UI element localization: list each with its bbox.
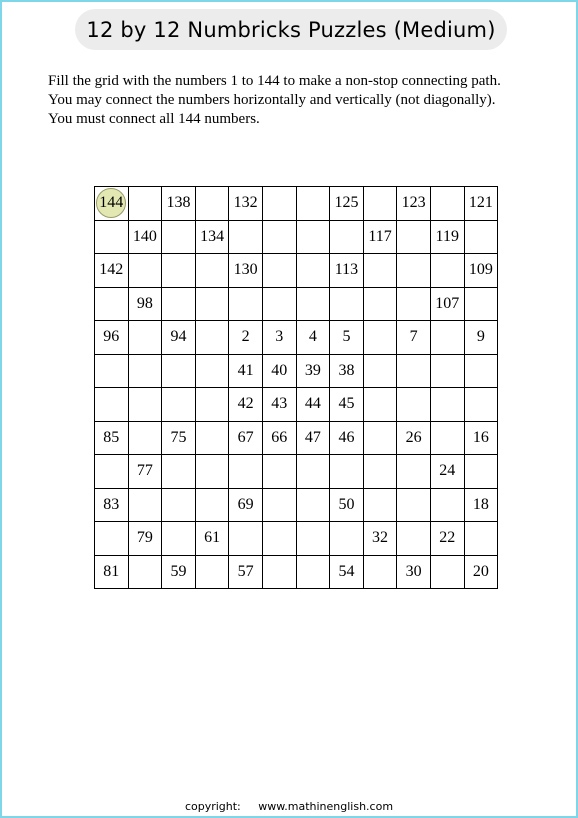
grid-cell-empty[interactable] — [195, 455, 229, 489]
grid-cell-empty[interactable] — [128, 421, 162, 455]
grid-cell-empty[interactable] — [95, 388, 129, 422]
cell-number: 20 — [472, 562, 489, 580]
grid-cell-given[interactable] — [330, 388, 364, 422]
cell-number: 132 — [233, 194, 258, 212]
grid-cell-given[interactable] — [95, 555, 129, 589]
cell-number: 81 — [103, 562, 120, 580]
grid-row — [95, 488, 498, 522]
cell-number: 47 — [304, 428, 321, 446]
grid-cell-empty[interactable] — [195, 555, 229, 589]
grid-cell-given[interactable] — [229, 354, 263, 388]
grid-cell-empty[interactable] — [397, 522, 431, 556]
grid-cell-empty[interactable] — [195, 287, 229, 321]
grid-cell-empty[interactable] — [363, 488, 397, 522]
grid-cell-given[interactable] — [195, 522, 229, 556]
cell-number: 123 — [401, 194, 426, 212]
cell-number: 22 — [439, 529, 456, 547]
puzzle-grid — [94, 186, 498, 589]
grid-cell-empty[interactable] — [296, 254, 330, 288]
grid-cell-empty[interactable] — [296, 187, 330, 221]
cell-number: 5 — [342, 328, 351, 346]
instructions — [48, 72, 548, 129]
grid-cell-empty[interactable] — [162, 388, 196, 422]
grid-cell-empty[interactable] — [296, 455, 330, 489]
grid-cell-empty[interactable] — [464, 455, 498, 489]
cell-number: 117 — [368, 227, 392, 245]
cell-number: 42 — [237, 395, 254, 413]
cell-number: 98 — [136, 294, 153, 312]
cell-number: 30 — [405, 562, 422, 580]
grid-cell-given[interactable] — [262, 321, 296, 355]
grid-cell-empty[interactable] — [229, 522, 263, 556]
cell-number: 94 — [170, 328, 187, 346]
cell-number: 50 — [338, 495, 355, 513]
cell-number: 113 — [334, 261, 359, 279]
grid-cell-given[interactable] — [363, 522, 397, 556]
cell-number: 45 — [338, 395, 355, 413]
grid-cell-given[interactable] — [229, 488, 263, 522]
grid-cell-empty[interactable] — [363, 321, 397, 355]
footer — [2, 800, 576, 813]
grid-cell-empty[interactable] — [128, 187, 162, 221]
cell-number: 26 — [405, 428, 422, 446]
grid-cell-empty[interactable] — [363, 187, 397, 221]
grid-cell-empty[interactable] — [229, 220, 263, 254]
grid-cell-empty[interactable] — [262, 488, 296, 522]
grid-row — [95, 321, 498, 355]
grid-cell-empty[interactable] — [95, 354, 129, 388]
grid-cell-empty[interactable] — [430, 488, 464, 522]
cell-number: 130 — [233, 261, 258, 279]
grid-cell-empty[interactable] — [162, 522, 196, 556]
grid-cell-given[interactable] — [95, 187, 129, 221]
grid-cell-empty[interactable] — [296, 522, 330, 556]
grid-cell-empty[interactable] — [195, 321, 229, 355]
grid-cell-given[interactable] — [464, 187, 498, 221]
grid-cell-given[interactable] — [464, 488, 498, 522]
instruction-line: You must connect all 144 numbers. — [48, 111, 260, 127]
grid-cell-empty[interactable] — [397, 354, 431, 388]
grid-cell-given[interactable] — [229, 187, 263, 221]
grid-cell-empty[interactable] — [128, 388, 162, 422]
grid-cell-empty[interactable] — [296, 287, 330, 321]
copyright-label: copyright: — [184, 800, 241, 813]
cell-number: 40 — [271, 361, 288, 379]
copyright-site: www.mathinenglish.com — [258, 800, 394, 813]
grid-cell-given[interactable] — [397, 555, 431, 589]
grid-cell-given[interactable] — [430, 287, 464, 321]
grid-cell-given[interactable] — [330, 555, 364, 589]
grid-cell-empty[interactable] — [430, 254, 464, 288]
cell-number: 3 — [275, 328, 284, 346]
grid-cell-empty[interactable] — [229, 455, 263, 489]
grid-row — [95, 287, 498, 321]
cell-number: 46 — [338, 428, 355, 446]
grid-cell-empty[interactable] — [162, 220, 196, 254]
grid-cell-given[interactable] — [330, 421, 364, 455]
grid-cell-given[interactable] — [262, 354, 296, 388]
grid-cell-given[interactable] — [464, 254, 498, 288]
grid-cell-empty[interactable] — [330, 287, 364, 321]
grid-cell-given[interactable] — [464, 321, 498, 355]
grid-cell-empty[interactable] — [363, 555, 397, 589]
grid-cell-given[interactable] — [430, 455, 464, 489]
grid-cell-given[interactable] — [330, 187, 364, 221]
grid-cell-given[interactable] — [95, 254, 129, 288]
cell-number: 43 — [271, 395, 288, 413]
grid-cell-given[interactable] — [229, 555, 263, 589]
cell-number: 41 — [237, 361, 254, 379]
grid-cell-empty[interactable] — [363, 388, 397, 422]
grid-cell-empty[interactable] — [397, 455, 431, 489]
cell-number: 61 — [204, 529, 221, 547]
cell-number: 2 — [241, 328, 250, 346]
grid-cell-empty[interactable] — [397, 388, 431, 422]
grid-cell-empty[interactable] — [262, 187, 296, 221]
cell-number: 119 — [435, 227, 459, 245]
grid-cell-empty[interactable] — [262, 455, 296, 489]
cell-number: 138 — [166, 194, 191, 212]
cell-number: 44 — [304, 395, 321, 413]
grid-cell-given[interactable] — [430, 220, 464, 254]
grid-cell-given[interactable] — [296, 388, 330, 422]
grid-cell-empty[interactable] — [363, 254, 397, 288]
grid-cell-given[interactable] — [229, 388, 263, 422]
grid-cell-given[interactable] — [162, 555, 196, 589]
grid-cell-empty[interactable] — [330, 522, 364, 556]
page-title: 12 by 12 Numbricks Puzzles (Medium) — [75, 9, 507, 50]
cell-number: 144 — [99, 194, 124, 212]
grid-cell-empty[interactable] — [128, 321, 162, 355]
grid-cell-given[interactable] — [464, 421, 498, 455]
cell-number: 24 — [439, 462, 456, 480]
grid-cell-empty[interactable] — [195, 354, 229, 388]
grid-cell-given[interactable] — [330, 321, 364, 355]
grid-cell-empty[interactable] — [162, 287, 196, 321]
grid-cell-empty[interactable] — [430, 555, 464, 589]
grid-cell-empty[interactable] — [464, 287, 498, 321]
grid-cell-empty[interactable] — [95, 287, 129, 321]
grid-cell-empty[interactable] — [162, 455, 196, 489]
grid-cell-empty[interactable] — [296, 220, 330, 254]
grid-cell-given[interactable] — [162, 421, 196, 455]
grid-cell-empty[interactable] — [195, 421, 229, 455]
grid-cell-given[interactable] — [229, 421, 263, 455]
grid-cell-empty[interactable] — [464, 354, 498, 388]
cell-number: 85 — [103, 428, 120, 446]
cell-number: 121 — [468, 194, 493, 212]
grid-cell-empty[interactable] — [363, 354, 397, 388]
cell-number: 32 — [372, 529, 389, 547]
grid-cell-given[interactable] — [330, 354, 364, 388]
grid-cell-empty[interactable] — [195, 187, 229, 221]
instruction-line: Fill the grid with the numbers 1 to 144 to make a non-stop connecting path. — [48, 73, 501, 89]
grid-cell-empty[interactable] — [430, 354, 464, 388]
grid-cell-empty[interactable] — [363, 455, 397, 489]
grid-cell-empty[interactable] — [330, 455, 364, 489]
grid-cell-given[interactable] — [229, 321, 263, 355]
grid-cell-given[interactable] — [128, 522, 162, 556]
cell-number: 125 — [334, 194, 359, 212]
grid-cell-empty[interactable] — [262, 254, 296, 288]
grid-cell-empty[interactable] — [162, 354, 196, 388]
cell-number: 18 — [472, 495, 489, 513]
grid-cell-given[interactable] — [95, 321, 129, 355]
grid-cell-empty[interactable] — [296, 488, 330, 522]
grid-cell-empty[interactable] — [162, 488, 196, 522]
grid-cell-empty[interactable] — [95, 455, 129, 489]
cell-number: 57 — [237, 562, 254, 580]
grid-cell-empty[interactable] — [397, 287, 431, 321]
cell-number: 77 — [136, 462, 153, 480]
grid-cell-empty[interactable] — [464, 522, 498, 556]
grid-cell-empty[interactable] — [430, 187, 464, 221]
instruction-line: You may connect the numbers horizontally and vertically (not diagonally). — [48, 92, 496, 108]
grid-cell-given[interactable] — [128, 455, 162, 489]
cell-number: 4 — [308, 328, 317, 346]
grid-cell-given[interactable] — [330, 488, 364, 522]
grid-cell-empty[interactable] — [363, 287, 397, 321]
grid-cell-given[interactable] — [397, 321, 431, 355]
grid-cell-given[interactable] — [296, 354, 330, 388]
grid-cell-given[interactable] — [296, 321, 330, 355]
grid-cell-given[interactable] — [363, 220, 397, 254]
grid-cell-given[interactable] — [430, 522, 464, 556]
cell-number: 140 — [132, 227, 157, 245]
grid-cell-empty[interactable] — [95, 522, 129, 556]
grid-cell-given[interactable] — [262, 388, 296, 422]
grid-row — [95, 354, 498, 388]
grid-cell-given[interactable] — [128, 220, 162, 254]
grid-cell-given[interactable] — [296, 421, 330, 455]
grid-cell-empty[interactable] — [430, 388, 464, 422]
grid-cell-empty[interactable] — [296, 555, 330, 589]
grid-cell-given[interactable] — [162, 187, 196, 221]
grid-cell-given[interactable] — [397, 421, 431, 455]
cell-number: 39 — [304, 361, 321, 379]
grid-row — [95, 522, 498, 556]
grid-cell-empty[interactable] — [397, 254, 431, 288]
grid-cell-empty[interactable] — [464, 388, 498, 422]
grid-cell-given[interactable] — [262, 421, 296, 455]
grid-row — [95, 388, 498, 422]
grid-cell-given[interactable] — [162, 321, 196, 355]
grid-cell-empty[interactable] — [162, 254, 196, 288]
grid-cell-empty[interactable] — [397, 220, 431, 254]
cell-number: 109 — [468, 261, 493, 279]
grid-cell-empty[interactable] — [262, 522, 296, 556]
grid-cell-empty[interactable] — [195, 488, 229, 522]
grid-cell-empty[interactable] — [430, 421, 464, 455]
grid-cell-given[interactable] — [95, 488, 129, 522]
grid-cell-empty[interactable] — [128, 488, 162, 522]
grid-row — [95, 555, 498, 589]
grid-cell-empty[interactable] — [229, 287, 263, 321]
cell-number: 16 — [472, 428, 489, 446]
cell-number: 83 — [103, 495, 120, 513]
cell-number: 59 — [170, 562, 187, 580]
grid-row — [95, 421, 498, 455]
grid-cell-empty[interactable] — [128, 354, 162, 388]
grid-cell-empty[interactable] — [128, 254, 162, 288]
cell-number: 107 — [435, 294, 460, 312]
cell-number: 79 — [136, 529, 153, 547]
cell-number: 54 — [338, 562, 355, 580]
grid-cell-empty[interactable] — [128, 555, 162, 589]
grid-cell-empty[interactable] — [262, 555, 296, 589]
grid-cell-empty[interactable] — [195, 388, 229, 422]
grid-cell-empty[interactable] — [195, 254, 229, 288]
grid-cell-given[interactable] — [95, 421, 129, 455]
grid-cell-given[interactable] — [229, 254, 263, 288]
grid-cell-given[interactable] — [397, 187, 431, 221]
grid-cell-empty[interactable] — [330, 220, 364, 254]
grid-cell-empty[interactable] — [397, 488, 431, 522]
grid-cell-empty[interactable] — [262, 287, 296, 321]
cell-number: 96 — [103, 328, 120, 346]
grid-row — [95, 254, 498, 288]
grid-cell-empty[interactable] — [95, 220, 129, 254]
cell-number: 69 — [237, 495, 254, 513]
grid-cell-empty[interactable] — [464, 220, 498, 254]
grid-cell-given[interactable] — [195, 220, 229, 254]
cell-number: 7 — [409, 328, 418, 346]
cell-number: 66 — [271, 428, 288, 446]
grid-cell-empty[interactable] — [430, 321, 464, 355]
cell-number: 67 — [237, 428, 254, 446]
cell-number: 38 — [338, 361, 355, 379]
grid-cell-given[interactable] — [464, 555, 498, 589]
grid-row — [95, 187, 498, 221]
grid-cell-given[interactable] — [128, 287, 162, 321]
grid-cell-empty[interactable] — [262, 220, 296, 254]
grid-cell-given[interactable] — [330, 254, 364, 288]
grid-cell-empty[interactable] — [363, 421, 397, 455]
grid-row — [95, 455, 498, 489]
cell-number: 75 — [170, 428, 187, 446]
cell-number: 9 — [476, 328, 485, 346]
grid-row — [95, 220, 498, 254]
cell-number: 142 — [99, 261, 124, 279]
cell-number: 134 — [200, 227, 225, 245]
